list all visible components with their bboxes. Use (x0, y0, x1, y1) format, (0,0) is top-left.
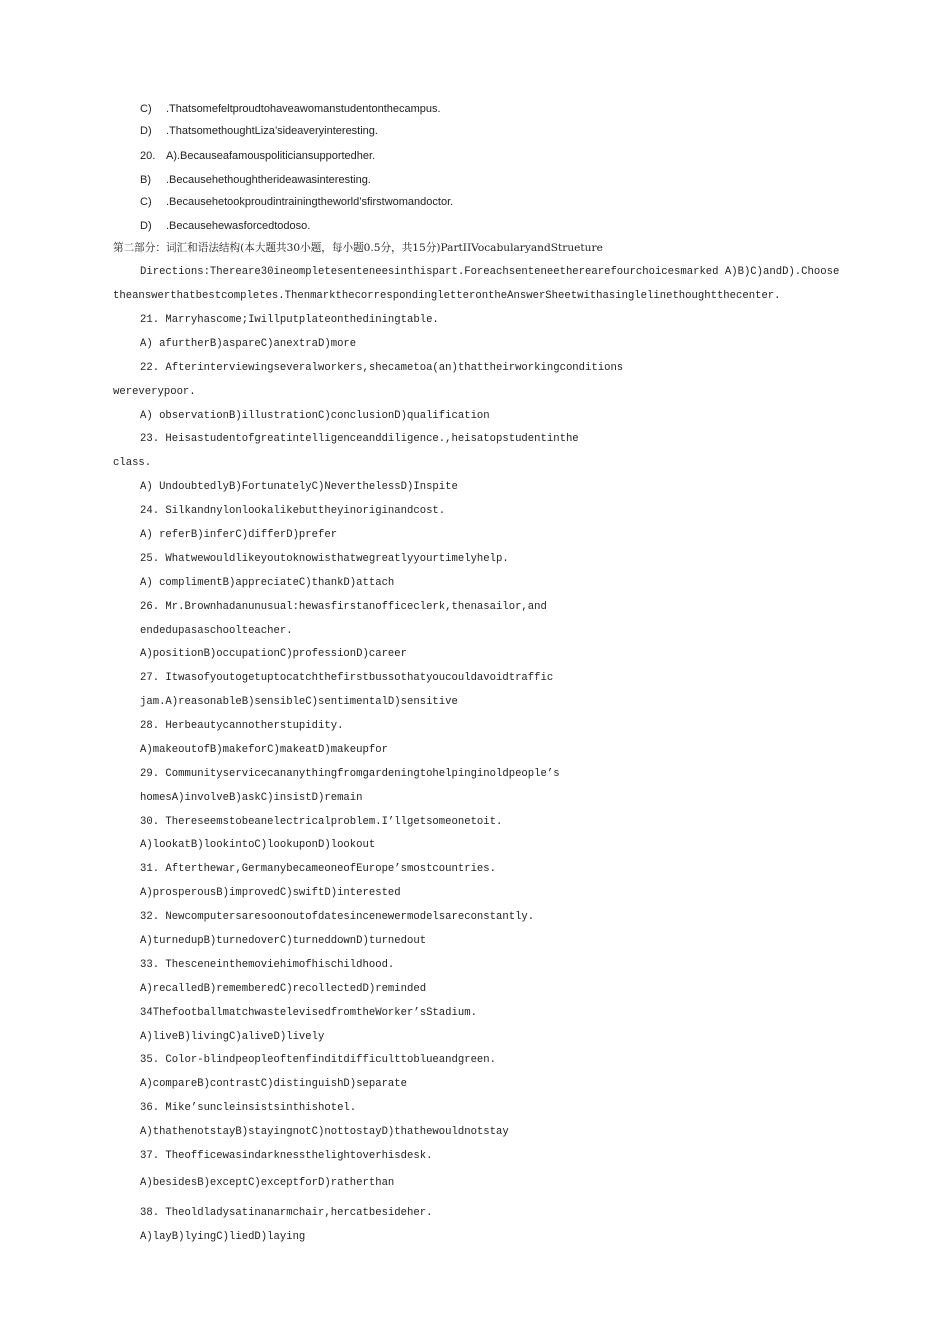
answer-options: A)thathenotstayB)stayingnotC)nottostayD)thathewouldnotstay (140, 1126, 509, 1138)
question-line: 29. Communityservicecananythingfromgardeningtohelpinginoldpeople’s (140, 768, 560, 780)
question-line: 21. Marryhascome;Iwillputplateonthediningtable. (140, 314, 439, 326)
option-text: .Becausehetookproudintrainingtheworld’sfirstwomandoctor. (166, 196, 454, 208)
question-continuation: wereverypoor. (113, 386, 196, 398)
option-line (140, 195, 453, 209)
section-heading: 第二部分：词汇和语法结构(本大题共30小题，每小题0.5分，共15分)PartIIVocabularyandStrueture (113, 242, 603, 254)
option-text: .ThatsomethoughtLiza’sideaveryinteresting. (166, 125, 378, 137)
option-line (140, 124, 378, 138)
answer-options: A) afurtherB)aspareC)anextraD)more (140, 338, 357, 350)
option-label: D) (140, 125, 152, 137)
question-line (140, 149, 375, 163)
answer-options: A)besidesB)exceptC)exceptforD)ratherthan (140, 1177, 395, 1189)
question-line: 31. Afterthewar,GermanybecameoneofEurope’smostcountries. (140, 863, 497, 875)
answer-options: A)layB)lyingC)liedD)laying (140, 1231, 306, 1243)
answer-options: A)makeoutofB)makeforC)makeatD)makeupfor (140, 744, 388, 756)
question-line: 25. Whatwewouldlikeyoutoknowisthatwegreatlyyourtimelyhelp. (140, 553, 509, 565)
question-line: 30. Thereseemstobeanelectricalproblem.I’llgetsomeonetoit. (140, 816, 503, 828)
answer-options: A)turnedupB)turnedoverC)turneddownD)turnedout (140, 935, 427, 947)
question-line: 35. Color-blindpeopleoftenfinditdifficulttoblueandgreen. (140, 1054, 497, 1066)
answer-options: A)recalledB)rememberedC)recollectedD)reminded (140, 983, 427, 995)
answer-options: A) UndoubtedlyB)FortunatelyC)NeverthelessD)Inspite (140, 481, 458, 493)
question-line: 37. Theofficewasindarknessthelightoverhisdesk. (140, 1150, 433, 1162)
answer-options: A) complimentB)appreciateC)thankD)attach (140, 577, 395, 589)
option-line (140, 219, 310, 233)
answer-options: A) observationB)illustrationC)conclusionD)qualification (140, 410, 490, 422)
question-line: 27. Itwasofyoutogetuptocatchthefirstbussothatyoucouldavoidtraffic (140, 672, 554, 684)
option-text: .Becausehethoughtherideawasinteresting. (166, 174, 371, 186)
answer-options: A)prosperousB)improvedC)swiftD)interested (140, 887, 401, 899)
question-line: 26. Mr.Brownhadanunusual:hewasfirstanofficeclerk,thenasailor,and (140, 601, 547, 613)
answer-options: A)lookatB)lookintoC)lookuponD)lookout (140, 839, 376, 851)
option-text: .Becausehewasforcedtodoso. (166, 220, 311, 232)
question-continuation: jam.A)reasonableB)sensibleC)sentimentalD)sensitive (140, 696, 458, 708)
question-line: 32. Newcomputersaresoonoutofdatesincenewermodelsareconstantly. (140, 911, 535, 923)
question-line: 38. Theoldladysatinanarmchair,hercatbesideher. (140, 1207, 433, 1219)
option-label: C) (140, 103, 152, 115)
directions-text: Directions:Thereare30ineompletesenteneesinthispart.Foreachsenteneetherearefourchoicesmarked A)B)C)andD).Choose (140, 266, 840, 278)
question-number: 20. (140, 150, 156, 162)
question-line: 24. Silkandnylonlookalikebuttheyinoriginandcost. (140, 505, 446, 517)
option-line (140, 173, 371, 187)
question-line: 34ThefootballmatchwastelevisedfromtheWorker’sStadium. (140, 1007, 477, 1019)
option-label: C) (140, 196, 152, 208)
question-line: 23. Heisastudentofgreatintelligenceanddiligence.,heisatopstudentinthe (140, 433, 579, 445)
option-text: .Thatsomefeltproudtohaveawomanstudentonthecampus. (166, 103, 441, 115)
option-line (140, 102, 441, 116)
answer-options: A) referB)inferC)differD)prefer (140, 529, 338, 541)
question-line: 28. Herbeautycannotherstupidity. (140, 720, 344, 732)
answer-options: A)compareB)contrastC)distinguishD)separate (140, 1078, 408, 1090)
question-continuation: homesA)involveB)askC)insistD)remain (140, 792, 363, 804)
question-line: 33. Thesceneinthemoviehimofhischildhood. (140, 959, 395, 971)
option-label: D) (140, 220, 152, 232)
question-line: 36. Mike’suncleinsistsinthishotel. (140, 1102, 357, 1114)
answer-options: A)positionB)occupationC)professionD)career (140, 648, 408, 660)
directions-text: theanswerthatbestcompletes.ThenmarkthecorrespondingletterontheAnswerSheetwithasinglelinethoughtthecenter. (113, 290, 781, 302)
answer-options: A)liveB)livingC)aliveD)lively (140, 1031, 325, 1043)
option-label: B) (140, 174, 151, 186)
question-continuation: class. (113, 457, 152, 469)
question-line: 22. Afterinterviewingseveralworkers,shecametoa(an)thattheirworkingconditions (140, 362, 624, 374)
option-text: A).Becauseafamouspoliticiansupportedher. (166, 150, 376, 162)
question-continuation: endedupasaschoolteacher. (140, 625, 293, 637)
